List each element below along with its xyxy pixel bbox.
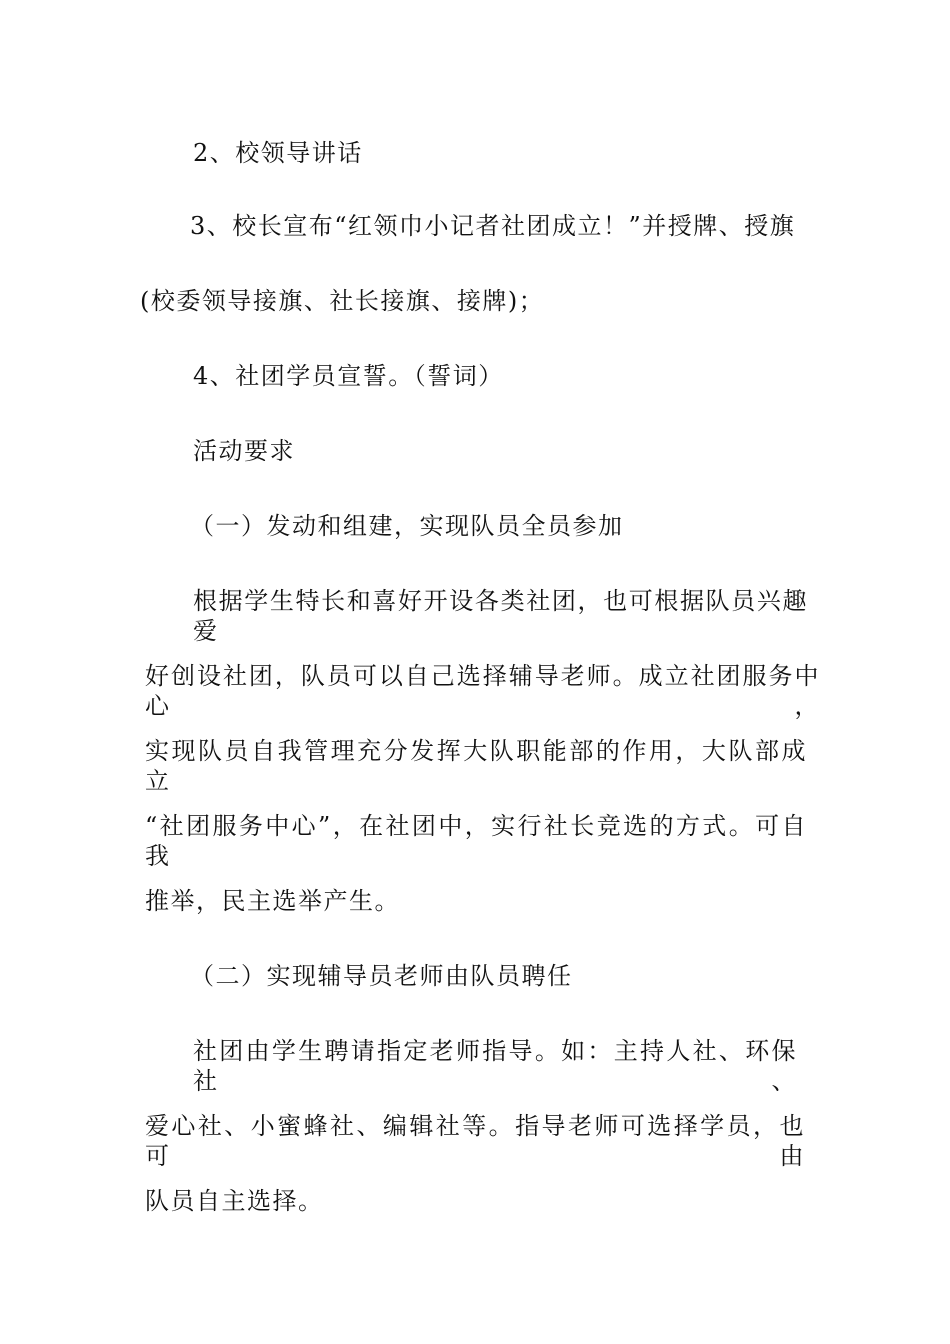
paragraph-school-leader-speech: 2、校领导讲话 xyxy=(193,139,363,167)
body-text-line: 队员自主选择。 xyxy=(145,1187,324,1215)
body-text-line: “社团服务中心”，在社团中，实行社长竞选的方式。可自我 xyxy=(145,812,807,870)
paragraph-oath: 4、社团学员宣誓。（誓词） xyxy=(193,362,504,390)
subheading-counselor-hiring: （二）实现辅导员老师由队员聘任 xyxy=(190,962,573,990)
body-text-line: 实现队员自我管理充分发挥大队职能部的作用，大队部成立 xyxy=(145,737,807,795)
subheading-mobilize-and-organize: （一）发动和组建，实现队员全员参加 xyxy=(190,512,624,540)
section-heading-activity-requirements: 活动要求 xyxy=(193,437,295,465)
body-text-line: 根据学生特长和喜好开设各类社团，也可根据队员兴趣爱 xyxy=(193,587,808,645)
paragraph-principal-announcement-line-2: (校委领导接旗、社长接旗、接牌)； xyxy=(140,287,545,315)
body-text-line: 爱心社、小蜜蜂社、编辑社等。指导老师可选择学员，也可由 xyxy=(145,1112,805,1170)
body-text-line: 社团由学生聘请指定老师指导。如：主持人社、环保社、 xyxy=(193,1037,797,1095)
body-text-line: 推举，民主选举产生。 xyxy=(145,887,400,915)
body-text-line: 好创设社团，队员可以自己选择辅导老师。成立社团服务中心， xyxy=(145,662,820,720)
paragraph-principal-announcement-line-1: 3、校长宣布“红领巾小记者社团成立！”并授牌、授旗 xyxy=(190,212,796,240)
